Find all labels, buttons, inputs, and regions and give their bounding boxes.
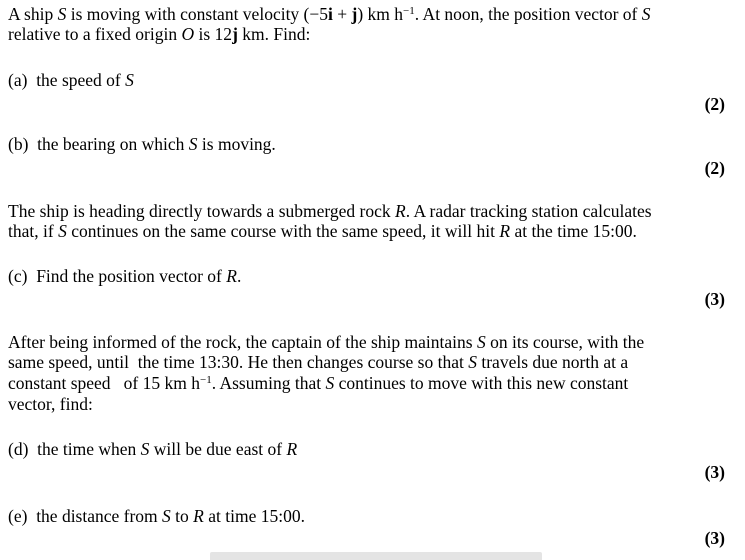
para2-line-1: The ship is heading directly towards a submerged rock R. A radar tracking station calculates <box>8 201 652 221</box>
question-e-marks: (3) <box>704 528 725 548</box>
question-d-label: (d) <box>8 439 29 459</box>
para3-line-4: vector, find: <box>8 394 93 414</box>
question-b-label: (b) <box>8 134 29 154</box>
question-b: (b) the bearing on which S is moving. <box>8 134 276 154</box>
bottom-scrollbar[interactable] <box>210 552 542 560</box>
question-a-label: (a) <box>8 70 28 90</box>
para3-line-2: same speed, until the time 13:30. He then changes course so that S travels due north at a <box>8 352 629 372</box>
question-e: (e) the distance from S to R at time 15:00. <box>8 506 305 526</box>
question-c-marks: (3) <box>704 289 725 309</box>
question-e-label: (e) <box>8 506 28 526</box>
para3-line-3: constant speed of 15 km $h^{-1}$. Assuming that S continues to move with this new constant <box>8 373 629 393</box>
intro-line-2: relative to a fixed origin O is 12j km. Find: <box>8 24 311 44</box>
intro-line-1: A ship S is moving with constant velocity (−5i + j) km $h^{-1}$. At noon, the position vector of S <box>8 4 651 24</box>
para3-line-1: After being informed of the rock, the captain of the ship maintains S on its course, with the <box>8 332 645 352</box>
question-d-marks: (3) <box>704 462 725 482</box>
question-c: (c) Find the position vector of R. <box>8 266 242 286</box>
question-c-label: (c) <box>8 266 28 286</box>
question-a: (a) the speed of S <box>8 70 134 90</box>
para2-line-2: that, if S continues on the same course with the same speed, it will hit R at the time 15:00. <box>8 221 637 241</box>
question-b-marks: (2) <box>704 158 725 178</box>
question-a-marks: (2) <box>704 94 725 114</box>
question-d: (d) the time when S will be due east of R <box>8 439 298 459</box>
